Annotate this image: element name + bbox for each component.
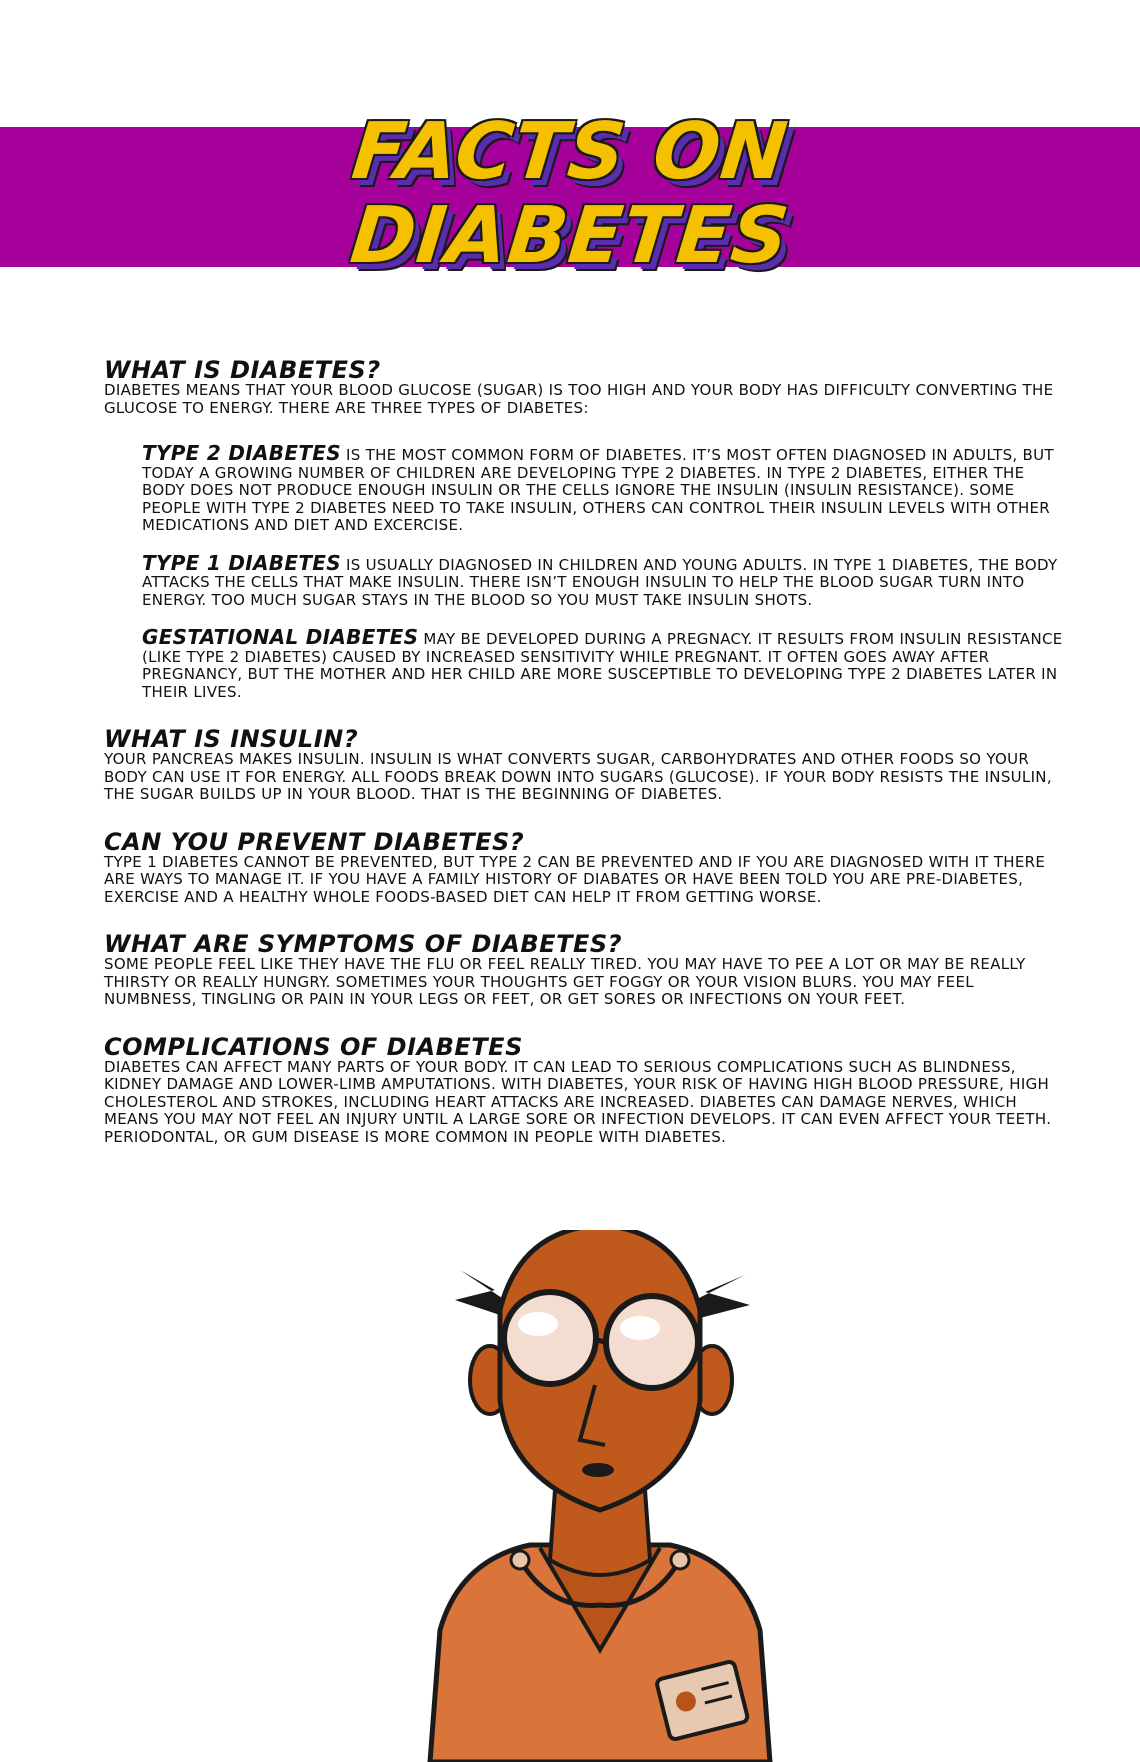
subsection-lead: TYPE 2 DIABETES — [142, 441, 341, 465]
subsection-gestational — [142, 625, 1064, 701]
section-heading: COMPLICATIONS OF DIABETES — [104, 1032, 523, 1061]
section-complications — [104, 1032, 1064, 1147]
title-line-1: FACTS ON — [347, 107, 793, 197]
doctor-mouth — [582, 1463, 614, 1477]
section-symptoms — [104, 932, 1064, 1009]
section-prevent-diabetes — [104, 827, 1064, 907]
section-what-is-insulin — [104, 727, 1064, 804]
section-what-is-diabetes — [104, 358, 1064, 701]
subsection-lead: GESTATIONAL DIABETES — [142, 625, 419, 649]
section-text: TYPE 1 DIABETES CANNOT BE PREVENTED, BUT TYPE 2 CAN BE PREVENTED AND IF YOU ARE DIAGNOSED WITH IT THERE ARE WAYS TO MANAGE IT. IF YOU HAVE A FAMILY HISTORY OF DIABATES OR HAVE BEEN TOLD YOU ARE PRE-DIABETES, EXERCISE AND A HEALTHY WHOLE FOODS-BASED DIET CAN HELP IT FROM GETTING WORSE. — [104, 852, 1046, 906]
hair-tuft-right — [695, 1275, 750, 1318]
subsection-lead: TYPE 1 DIABETES — [142, 550, 341, 575]
doctor-illustration — [400, 1230, 800, 1762]
article-body — [104, 358, 1064, 1172]
section-text: YOUR PANCREAS MAKES INSULIN. INSULIN IS WHAT CONVERTS SUGAR, CARBOHYDRATES AND OTHER FOODS SO YOUR BODY CAN USE IT FOR ENERGY. ALL FOODS BREAK DOWN INTO SUGARS (GLUCOSE). IF YOUR BODY RESISTS THE INSULIN, THE SUGAR BUILDS UP IN YOUR BLOOD. THAT IS THE BEGINNING OF DIABETES. — [104, 750, 1052, 803]
section-text: SOME PEOPLE FEEL LIKE THEY HAVE THE FLU OR FEEL REALLY TIRED. YOU MAY HAVE TO PEE A LOT OR MAY BE REALLY THIRSTY OR REALLY HUNGRY. SOMETIMES YOUR THOUGHTS GET FOGGY OR YOUR VISION BLURS. YOU MAY FEEL NUMBNESS, TINGLING OR PAIN IN YOUR LEGS OR FEET, OR GET SORES OR INFECTIONS ON YOUR FEET. — [104, 955, 1026, 1008]
subsection-text: IS USUALLY DIAGNOSED IN CHILDREN AND YOUNG ADULTS. IN TYPE 1 DIABETES, THE BODY ATTACKS THE CELLS THAT MAKE INSULIN. THERE ISN’T ENOUGH INSULIN TO HELP THE BLOOD SUGAR TURN INTO ENERGY. TOO MUCH SUGAR STAYS IN THE BLOOD SO YOU MUST TAKE INSULIN SHOTS. — [142, 555, 1058, 609]
subsection-type-1 — [142, 550, 1064, 610]
section-text: DIABETES CAN AFFECT MANY PARTS OF YOUR BODY. IT CAN LEAD TO SERIOUS COMPLICATIONS SUCH AS BLINDNESS, KIDNEY DAMAGE AND LOWER-LIMB AMPUTATIONS. WITH DIABETES, YOUR RISK OF HAVING HIGH BLOOD PRESSURE, HIGH CHOLESTEROL AND STROKES, INCLUDING HEART ATTACKS ARE INCREASED. DIABETES CAN DAMAGE NERVES, WHICH MEANS YOU MAY NOT FEEL AN INJURY UNTIL A LARGE SORE OR INFECTION DEVELOPS. IT CAN EVEN AFFECT YOUR TEETH. PERIODONTAL, OR GUM DISEASE IS MORE COMMON IN PEOPLE WITH DIABETES. — [104, 1057, 1052, 1146]
section-heading: CAN YOU PREVENT DIABETES? — [104, 827, 525, 856]
subsection-text: IS THE MOST COMMON FORM OF DIABETES. IT’S MOST OFTEN DIAGNOSED IN ADULTS, BUT TODAY A GROWING NUMBER OF CHILDREN ARE DEVELOPING TYPE 2 DIABETES. IN TYPE 2 DIABETES, EITHER THE BODY DOES NOT PRODUCE ENOUGH INSULIN OR THE CELLS IGNORE THE INSULIN (INSULIN RESISTANCE). SOME PEOPLE WITH TYPE 2 DIABETES NEED TO TAKE INSULIN, OTHERS CAN CONTROL THEIR INSULIN LEVELS WITH OTHER MEDICATIONS AND DIET AND EXCERCISE. — [142, 446, 1054, 534]
hair-tuft-left — [455, 1270, 505, 1315]
section-heading: WHAT ARE SYMPTOMS OF DIABETES? — [104, 930, 623, 958]
glasses-lens-right — [606, 1296, 698, 1388]
title-line-2: DIABETES — [346, 191, 794, 281]
glasses-lens-left — [504, 1292, 596, 1384]
subsection-text: MAY BE DEVELOPED DURING A PREGNACY. IT RESULTS FROM INSULIN RESISTANCE (LIKE TYPE 2 DIABETES) CAUSED BY INCREASED SENSITIVITY WHILE PREGNANT. IT OFTEN GOES AWAY AFTER PREGNANCY, BUT THE MOTHER AND HER CHILD ARE MORE SUSCEPTIBLE TO DEVELOPING TYPE 2 DIABETES LATER IN THEIR LIVES. — [142, 630, 1063, 701]
subsection-type-2 — [142, 441, 1064, 535]
section-heading: WHAT IS INSULIN? — [104, 725, 359, 753]
section-heading: WHAT IS DIABETES? — [104, 356, 381, 384]
section-text: DIABETES MEANS THAT YOUR BLOOD GLUCOSE (SUGAR) IS TOO HIGH AND YOUR BODY HAS DIFFICULTY CONVERTING THE GLUCOSE TO ENERGY. THERE ARE THREE TYPES OF DIABETES: — [104, 381, 1054, 417]
page-title — [0, 107, 1140, 281]
